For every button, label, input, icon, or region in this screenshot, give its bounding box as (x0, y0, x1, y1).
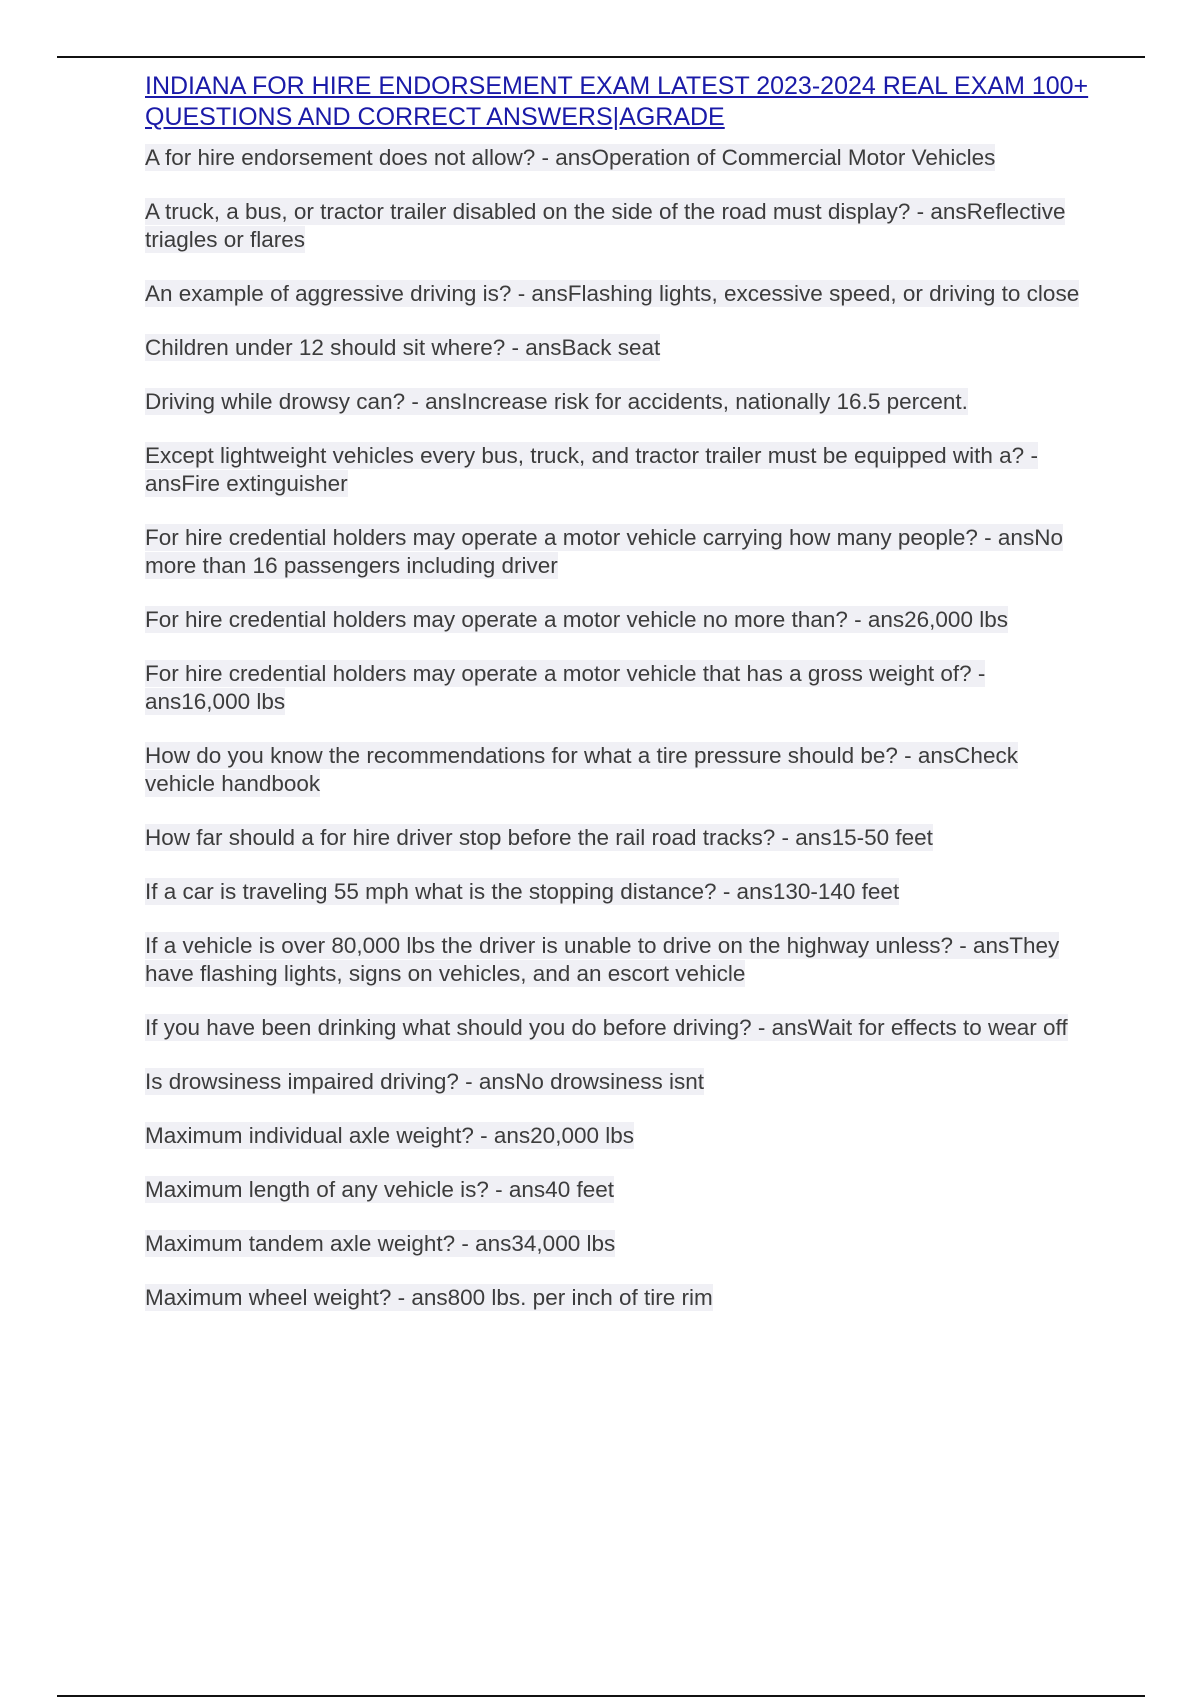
qa-item (145, 742, 1090, 798)
qa-text: Driving while drowsy can? - ansIncrease risk for accidents, nationally 16.5 percent. (145, 389, 968, 414)
qa-item (145, 198, 1090, 254)
qa-text: Maximum length of any vehicle is? - ans40 feet (145, 1177, 614, 1202)
qa-text: If a vehicle is over 80,000 lbs the driver is unable to drive on the highway unless? - ansThey have flashing lights, signs on vehicles, and an escort vehicle (145, 933, 1060, 986)
qa-item (145, 280, 1090, 308)
top-divider (57, 56, 1145, 58)
qa-item (145, 442, 1090, 498)
qa-text: For hire credential holders may operate a motor vehicle carrying how many people? - ansNo more than 16 passengers including driver (145, 525, 1063, 578)
qa-text: A truck, a bus, or tractor trailer disabled on the side of the road must display? - ansReflective triagles or flares (145, 199, 1066, 252)
qa-item (145, 1284, 1090, 1312)
qa-text: A for hire endorsement does not allow? - ansOperation of Commercial Motor Vehicles (145, 145, 996, 170)
qa-text: Is drowsiness impaired driving? - ansNo drowsiness isnt (145, 1069, 704, 1094)
qa-text: If a car is traveling 55 mph what is the stopping distance? - ans130-140 feet (145, 879, 900, 904)
qa-text: How far should a for hire driver stop before the rail road tracks? - ans15-50 feet (145, 825, 933, 850)
qa-text: An example of aggressive driving is? - ansFlashing lights, excessive speed, or driving to close (145, 281, 1080, 306)
qa-item (145, 1068, 1090, 1096)
qa-item (145, 144, 1090, 172)
qa-item (145, 606, 1090, 634)
qa-item (145, 1014, 1090, 1042)
qa-text: Except lightweight vehicles every bus, truck, and tractor trailer must be equipped with a? - ansFire extinguisher (145, 443, 1038, 496)
document-title-link[interactable]: INDIANA FOR HIRE ENDORSEMENT EXAM LATEST 2023-2024 REAL EXAM 100+ QUESTIONS AND CORRECT ANSWERS|AGRADE (145, 72, 1089, 131)
qa-text: For hire credential holders may operate a motor vehicle that has a gross weight of? - ans16,000 lbs (145, 661, 986, 714)
qa-item (145, 824, 1090, 852)
qa-item (145, 1122, 1090, 1150)
qa-item (145, 524, 1090, 580)
document-body (145, 71, 1090, 1338)
qa-text: How do you know the recommendations for what a tire pressure should be? - ansCheck vehicle handbook (145, 743, 1018, 796)
qa-item (145, 1176, 1090, 1204)
qa-text: For hire credential holders may operate a motor vehicle no more than? - ans26,000 lbs (145, 607, 1008, 632)
qa-item (145, 660, 1090, 716)
qa-item (145, 388, 1090, 416)
bottom-divider (57, 1695, 1145, 1697)
qa-item (145, 1230, 1090, 1258)
qa-text: Children under 12 should sit where? - ansBack seat (145, 335, 661, 360)
qa-item (145, 334, 1090, 362)
qa-text: Maximum tandem axle weight? - ans34,000 lbs (145, 1231, 616, 1256)
qa-item (145, 878, 1090, 906)
qa-text: Maximum wheel weight? - ans800 lbs. per inch of tire rim (145, 1285, 713, 1310)
qa-item (145, 932, 1090, 988)
qa-text: Maximum individual axle weight? - ans20,000 lbs (145, 1123, 635, 1148)
qa-text: If you have been drinking what should you do before driving? - ansWait for effects to wear off (145, 1015, 1068, 1040)
